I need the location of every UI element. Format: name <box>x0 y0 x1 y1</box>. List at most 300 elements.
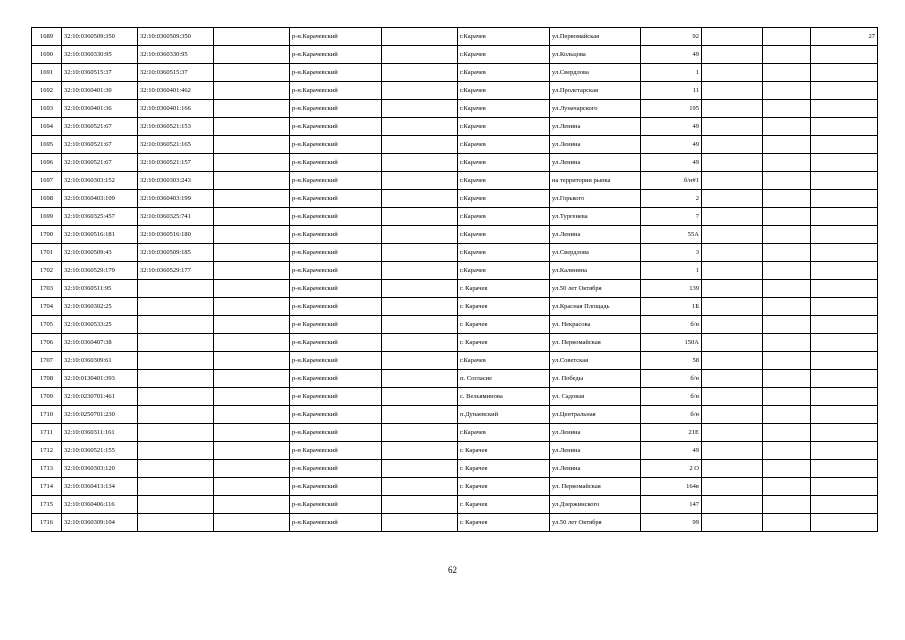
house-number-cell: б/н <box>641 370 702 388</box>
street-cell: ул.Ленина <box>550 442 641 460</box>
blank-column-4-cell <box>763 298 811 316</box>
parent-cadastral-number-cell <box>138 280 214 298</box>
settlement-cell: с. Вельяминова <box>458 388 550 406</box>
table-row <box>32 82 878 100</box>
blank-column-4-cell <box>763 226 811 244</box>
settlement-cell: г.Карачев <box>458 136 550 154</box>
row-number-cell: 1707 <box>32 352 62 370</box>
street-cell: ул.Пролетарская <box>550 82 641 100</box>
blank-column-3-cell <box>702 370 763 388</box>
cadastral-number-cell: 32:10:0360521:67 <box>62 154 138 172</box>
parent-cadastral-number-cell: 32:10:0360521:153 <box>138 118 214 136</box>
area-value-cell <box>811 442 878 460</box>
blank-column-3-cell <box>702 64 763 82</box>
house-number-cell: 49 <box>641 442 702 460</box>
cadastral-number-cell: 32:10:0360511:95 <box>62 280 138 298</box>
settlement-cell: г.Карачев <box>458 154 550 172</box>
settlement-cell: г. Карачев <box>458 316 550 334</box>
house-number-cell: б/н <box>641 316 702 334</box>
area-value-cell <box>811 190 878 208</box>
house-number-cell: 49 <box>641 154 702 172</box>
cadastral-number-cell: 32:10:0360330:95 <box>62 46 138 64</box>
blank-column-2-cell <box>382 280 458 298</box>
blank-column-cell <box>214 352 290 370</box>
blank-column-2-cell <box>382 424 458 442</box>
cadastral-number-cell: 32:10:0360413:134 <box>62 478 138 496</box>
house-number-cell: 164в <box>641 478 702 496</box>
district-cell: р-н Карачевский <box>290 316 382 334</box>
row-number-cell: 1689 <box>32 28 62 46</box>
blank-column-3-cell <box>702 388 763 406</box>
cadastral-number-cell: 32:10:0250701:230 <box>62 406 138 424</box>
parent-cadastral-number-cell: 32:10:0360529:177 <box>138 262 214 280</box>
blank-column-cell <box>214 136 290 154</box>
register-table <box>31 27 878 532</box>
row-number-cell: 1693 <box>32 100 62 118</box>
area-value-cell <box>811 334 878 352</box>
blank-column-4-cell <box>763 28 811 46</box>
blank-column-2-cell <box>382 172 458 190</box>
blank-column-4-cell <box>763 442 811 460</box>
row-number-cell: 1713 <box>32 460 62 478</box>
cadastral-number-cell: 32:10:0360401:30 <box>62 82 138 100</box>
blank-column-3-cell <box>702 316 763 334</box>
settlement-cell: г.Карачев <box>458 64 550 82</box>
blank-column-3-cell <box>702 514 763 532</box>
cadastral-number-cell: 32:10:0360302:25 <box>62 298 138 316</box>
parent-cadastral-number-cell <box>138 388 214 406</box>
blank-column-3-cell <box>702 352 763 370</box>
house-number-cell: 92 <box>641 28 702 46</box>
area-value-cell <box>811 154 878 172</box>
blank-column-4-cell <box>763 478 811 496</box>
blank-column-2-cell <box>382 316 458 334</box>
blank-column-cell <box>214 118 290 136</box>
table-row <box>32 226 878 244</box>
settlement-cell: п.Дунаевский <box>458 406 550 424</box>
district-cell: р-н.Карачевский <box>290 280 382 298</box>
area-value-cell <box>811 298 878 316</box>
blank-column-3-cell <box>702 100 763 118</box>
house-number-cell: 58 <box>641 352 702 370</box>
blank-column-2-cell <box>382 352 458 370</box>
house-number-cell: 49 <box>641 46 702 64</box>
blank-column-2-cell <box>382 334 458 352</box>
district-cell: р-н.Карачевский <box>290 82 382 100</box>
street-cell: ул.Луначарского <box>550 100 641 118</box>
house-number-cell: 2 <box>641 190 702 208</box>
blank-column-4-cell <box>763 136 811 154</box>
district-cell: р-н.Карачевский <box>290 370 382 388</box>
street-cell: ул.Ленина <box>550 154 641 172</box>
street-cell: ул.50 лет Октября <box>550 514 641 532</box>
cadastral-number-cell: 32:10:0360521:155 <box>62 442 138 460</box>
table-row <box>32 316 878 334</box>
blank-column-cell <box>214 28 290 46</box>
parent-cadastral-number-cell: 32:10:0360401:166 <box>138 100 214 118</box>
table-row <box>32 352 878 370</box>
house-number-cell: 49 <box>641 136 702 154</box>
blank-column-cell <box>214 208 290 226</box>
table-row <box>32 424 878 442</box>
cadastral-number-cell: 32:10:0360309:61 <box>62 352 138 370</box>
settlement-cell: г.Карачев <box>458 82 550 100</box>
district-cell: р-н.Карачевский <box>290 424 382 442</box>
district-cell: р-н.Карачевский <box>290 514 382 532</box>
blank-column-cell <box>214 316 290 334</box>
table-row <box>32 154 878 172</box>
table-row <box>32 370 878 388</box>
table-row <box>32 478 878 496</box>
settlement-cell: г.Карачев <box>458 262 550 280</box>
blank-column-3-cell <box>702 334 763 352</box>
district-cell: р-н.Карачевский <box>290 136 382 154</box>
settlement-cell: г.Карачев <box>458 100 550 118</box>
parent-cadastral-number-cell <box>138 424 214 442</box>
parent-cadastral-number-cell <box>138 316 214 334</box>
blank-column-cell <box>214 406 290 424</box>
house-number-cell: 21Е <box>641 424 702 442</box>
blank-column-3-cell <box>702 424 763 442</box>
district-cell: р-н.Карачевский <box>290 190 382 208</box>
district-cell: р-н.Карачевский <box>290 46 382 64</box>
blank-column-cell <box>214 280 290 298</box>
table-row <box>32 64 878 82</box>
blank-column-cell <box>214 190 290 208</box>
blank-column-4-cell <box>763 334 811 352</box>
blank-column-3-cell <box>702 82 763 100</box>
blank-column-3-cell <box>702 46 763 64</box>
house-number-cell: 195 <box>641 100 702 118</box>
blank-column-cell <box>214 172 290 190</box>
cadastral-number-cell: 32:10:0360309:104 <box>62 514 138 532</box>
street-cell: ул.Ленина <box>550 424 641 442</box>
blank-column-4-cell <box>763 514 811 532</box>
blank-column-4-cell <box>763 46 811 64</box>
row-number-cell: 1709 <box>32 388 62 406</box>
table-row <box>32 514 878 532</box>
table-row <box>32 46 878 64</box>
house-number-cell: б/н <box>641 388 702 406</box>
house-number-cell: 3 <box>641 244 702 262</box>
area-value-cell <box>811 118 878 136</box>
district-cell: р-н.Карачевский <box>290 28 382 46</box>
blank-column-cell <box>214 478 290 496</box>
house-number-cell: б/н <box>641 406 702 424</box>
parent-cadastral-number-cell <box>138 442 214 460</box>
district-cell: р-н.Карачевский <box>290 352 382 370</box>
parent-cadastral-number-cell: 32:10:0360403:199 <box>138 190 214 208</box>
street-cell: ул.Кольцова <box>550 46 641 64</box>
table-row <box>32 298 878 316</box>
blank-column-3-cell <box>702 262 763 280</box>
settlement-cell: г.Карачев <box>458 226 550 244</box>
parent-cadastral-number-cell <box>138 514 214 532</box>
blank-column-cell <box>214 298 290 316</box>
row-number-cell: 1712 <box>32 442 62 460</box>
table-row <box>32 388 878 406</box>
table-row <box>32 28 878 46</box>
blank-column-4-cell <box>763 208 811 226</box>
blank-column-4-cell <box>763 460 811 478</box>
blank-column-cell <box>214 514 290 532</box>
blank-column-3-cell <box>702 298 763 316</box>
area-value-cell <box>811 136 878 154</box>
blank-column-2-cell <box>382 82 458 100</box>
cadastral-number-cell: 32:10:0360407:38 <box>62 334 138 352</box>
settlement-cell: г. Карачев <box>458 496 550 514</box>
cadastral-number-cell: 32:10:0360509:350 <box>62 28 138 46</box>
row-number-cell: 1698 <box>32 190 62 208</box>
row-number-cell: 1697 <box>32 172 62 190</box>
blank-column-2-cell <box>382 298 458 316</box>
blank-column-4-cell <box>763 370 811 388</box>
parent-cadastral-number-cell <box>138 406 214 424</box>
blank-column-2-cell <box>382 460 458 478</box>
parent-cadastral-number-cell <box>138 298 214 316</box>
table-row <box>32 136 878 154</box>
blank-column-3-cell <box>702 28 763 46</box>
district-cell: р-н.Карачевский <box>290 208 382 226</box>
blank-column-cell <box>214 154 290 172</box>
house-number-cell: 139 <box>641 280 702 298</box>
house-number-cell: 150А <box>641 334 702 352</box>
settlement-cell: г.Карачев <box>458 28 550 46</box>
cadastral-number-cell: 32:10:0360521:67 <box>62 118 138 136</box>
area-value-cell <box>811 226 878 244</box>
street-cell: ул.Центральная <box>550 406 641 424</box>
blank-column-3-cell <box>702 460 763 478</box>
blank-column-4-cell <box>763 64 811 82</box>
district-cell: р-н.Карачевский <box>290 244 382 262</box>
district-cell: р-н.Карачевский <box>290 262 382 280</box>
area-value-cell <box>811 406 878 424</box>
row-number-cell: 1708 <box>32 370 62 388</box>
blank-column-2-cell <box>382 154 458 172</box>
register-table-body <box>32 28 878 532</box>
page-number: 62 <box>448 565 457 575</box>
cadastral-number-cell: 32:10:0360533:25 <box>62 316 138 334</box>
parent-cadastral-number-cell <box>138 370 214 388</box>
blank-column-4-cell <box>763 82 811 100</box>
parent-cadastral-number-cell <box>138 460 214 478</box>
area-value-cell: 27 <box>811 28 878 46</box>
street-cell: ул.Дзержинского <box>550 496 641 514</box>
row-number-cell: 1714 <box>32 478 62 496</box>
parent-cadastral-number-cell: 32:10:0360515:37 <box>138 64 214 82</box>
area-value-cell <box>811 514 878 532</box>
area-value-cell <box>811 460 878 478</box>
table-row <box>32 190 878 208</box>
parent-cadastral-number-cell: 32:10:0360401:462 <box>138 82 214 100</box>
cadastral-number-cell: 32:10:0360403:109 <box>62 190 138 208</box>
parent-cadastral-number-cell: 32:10:0360325:741 <box>138 208 214 226</box>
row-number-cell: 1691 <box>32 64 62 82</box>
house-number-cell: 147 <box>641 496 702 514</box>
blank-column-2-cell <box>382 118 458 136</box>
house-number-cell: 55А <box>641 226 702 244</box>
district-cell: р-н.Карачевский <box>290 334 382 352</box>
area-value-cell <box>811 478 878 496</box>
blank-column-2-cell <box>382 226 458 244</box>
cadastral-number-cell: 32:10:0130401:393 <box>62 370 138 388</box>
house-number-cell: 49 <box>641 118 702 136</box>
table-row <box>32 280 878 298</box>
parent-cadastral-number-cell <box>138 478 214 496</box>
cadastral-number-cell: 32:10:0360311:161 <box>62 424 138 442</box>
district-cell: р-н Карачевский <box>290 442 382 460</box>
blank-column-cell <box>214 64 290 82</box>
blank-column-3-cell <box>702 172 763 190</box>
row-number-cell: 1703 <box>32 280 62 298</box>
settlement-cell: г. Карачев <box>458 478 550 496</box>
area-value-cell <box>811 82 878 100</box>
street-cell: ул. Победы <box>550 370 641 388</box>
blank-column-cell <box>214 334 290 352</box>
blank-column-cell <box>214 496 290 514</box>
row-number-cell: 1692 <box>32 82 62 100</box>
street-cell: ул. Первомайская <box>550 478 641 496</box>
house-number-cell: 1 <box>641 262 702 280</box>
blank-column-4-cell <box>763 316 811 334</box>
district-cell: р-н.Карачевский <box>290 100 382 118</box>
house-number-cell: б/н#1 <box>641 172 702 190</box>
blank-column-3-cell <box>702 280 763 298</box>
blank-column-4-cell <box>763 190 811 208</box>
cadastral-number-cell: 32:10:0360406:116 <box>62 496 138 514</box>
settlement-cell: г. Карачев <box>458 514 550 532</box>
blank-column-4-cell <box>763 118 811 136</box>
settlement-cell: г.Карачев <box>458 118 550 136</box>
blank-column-2-cell <box>382 244 458 262</box>
parent-cadastral-number-cell: 32:10:0360330:95 <box>138 46 214 64</box>
row-number-cell: 1705 <box>32 316 62 334</box>
settlement-cell: г.Карачев <box>458 208 550 226</box>
parent-cadastral-number-cell: 32:10:0360521:165 <box>138 136 214 154</box>
blank-column-3-cell <box>702 118 763 136</box>
district-cell: р-н.Карачевский <box>290 64 382 82</box>
area-value-cell <box>811 280 878 298</box>
street-cell: ул.Калинина <box>550 262 641 280</box>
blank-column-cell <box>214 424 290 442</box>
row-number-cell: 1704 <box>32 298 62 316</box>
street-cell: ул.Ленина <box>550 136 641 154</box>
row-number-cell: 1710 <box>32 406 62 424</box>
blank-column-4-cell <box>763 100 811 118</box>
district-cell: р-н Карачевский <box>290 388 382 406</box>
area-value-cell <box>811 64 878 82</box>
blank-column-cell <box>214 82 290 100</box>
street-cell: на территории рынка <box>550 172 641 190</box>
cadastral-number-cell: 32:10:0360515:37 <box>62 64 138 82</box>
house-number-cell: 1Б <box>641 298 702 316</box>
blank-column-4-cell <box>763 262 811 280</box>
street-cell: ул.Свердлова <box>550 244 641 262</box>
row-number-cell: 1715 <box>32 496 62 514</box>
street-cell: ул.Ленина <box>550 118 641 136</box>
blank-column-3-cell <box>702 244 763 262</box>
table-row <box>32 460 878 478</box>
blank-column-4-cell <box>763 406 811 424</box>
house-number-cell: 7 <box>641 208 702 226</box>
table-row <box>32 406 878 424</box>
house-number-cell: 2 О <box>641 460 702 478</box>
street-cell: ул. Садовая <box>550 388 641 406</box>
blank-column-cell <box>214 262 290 280</box>
blank-column-2-cell <box>382 136 458 154</box>
settlement-cell: г.Карачев <box>458 352 550 370</box>
cadastral-number-cell: 32:10:0360401:36 <box>62 100 138 118</box>
area-value-cell <box>811 172 878 190</box>
area-value-cell <box>811 100 878 118</box>
cadastral-number-cell: 32:10:0360509:43 <box>62 244 138 262</box>
row-number-cell: 1696 <box>32 154 62 172</box>
district-cell: р-н.Карачевский <box>290 406 382 424</box>
blank-column-4-cell <box>763 280 811 298</box>
blank-column-cell <box>214 244 290 262</box>
blank-column-2-cell <box>382 496 458 514</box>
table-row <box>32 262 878 280</box>
table-row <box>32 172 878 190</box>
area-value-cell <box>811 46 878 64</box>
table-row <box>32 100 878 118</box>
blank-column-4-cell <box>763 154 811 172</box>
settlement-cell: г.Карачев <box>458 172 550 190</box>
area-value-cell <box>811 244 878 262</box>
blank-column-3-cell <box>702 190 763 208</box>
row-number-cell: 1690 <box>32 46 62 64</box>
area-value-cell <box>811 316 878 334</box>
row-number-cell: 1716 <box>32 514 62 532</box>
blank-column-cell <box>214 442 290 460</box>
street-cell: ул.Горького <box>550 190 641 208</box>
house-number-cell: 99 <box>641 514 702 532</box>
blank-column-4-cell <box>763 424 811 442</box>
blank-column-2-cell <box>382 406 458 424</box>
street-cell: ул. Некрасова <box>550 316 641 334</box>
blank-column-cell <box>214 46 290 64</box>
district-cell: р-н.Карачевский <box>290 496 382 514</box>
district-cell: р-н.Карачевский <box>290 478 382 496</box>
parent-cadastral-number-cell <box>138 496 214 514</box>
settlement-cell: г.Карачев <box>458 46 550 64</box>
parent-cadastral-number-cell: 32:10:0360303:243 <box>138 172 214 190</box>
blank-column-3-cell <box>702 154 763 172</box>
settlement-cell: г. Карачев <box>458 334 550 352</box>
blank-column-3-cell <box>702 226 763 244</box>
settlement-cell: г.Карачев <box>458 424 550 442</box>
house-number-cell: 1 <box>641 64 702 82</box>
blank-column-2-cell <box>382 208 458 226</box>
area-value-cell <box>811 208 878 226</box>
settlement-cell: г. Карачев <box>458 298 550 316</box>
cadastral-number-cell: 32:10:0360516:181 <box>62 226 138 244</box>
row-number-cell: 1711 <box>32 424 62 442</box>
table-row <box>32 208 878 226</box>
blank-column-2-cell <box>382 46 458 64</box>
street-cell: ул. Первомайская <box>550 334 641 352</box>
settlement-cell: п. Согласие <box>458 370 550 388</box>
row-number-cell: 1706 <box>32 334 62 352</box>
parent-cadastral-number-cell: 32:10:0360521:157 <box>138 154 214 172</box>
table-row <box>32 334 878 352</box>
blank-column-4-cell <box>763 388 811 406</box>
blank-column-2-cell <box>382 442 458 460</box>
cadastral-number-cell: 32:10:0360303:120 <box>62 460 138 478</box>
blank-column-2-cell <box>382 64 458 82</box>
cadastral-number-cell: 32:10:0360325:457 <box>62 208 138 226</box>
table-row <box>32 442 878 460</box>
